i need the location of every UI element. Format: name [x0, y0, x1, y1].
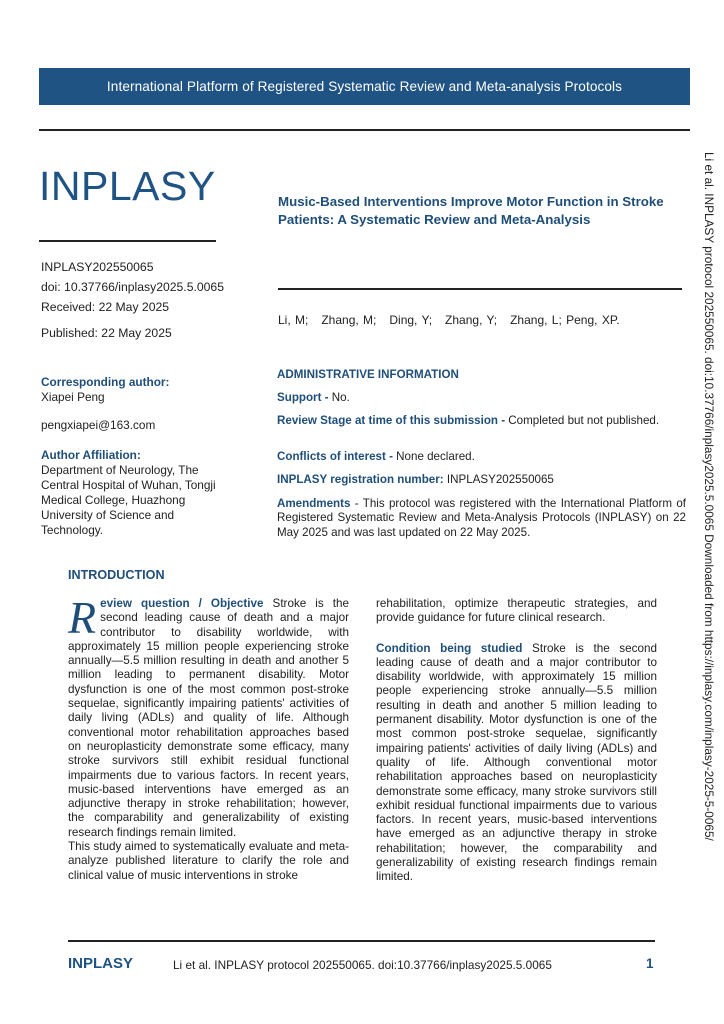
conflicts-value: None declared. [392, 450, 475, 463]
corresponding-email[interactable]: pengxiapei@163.com [41, 418, 156, 432]
affiliation-text: Department of Neurology, The Central Hospital of Wuhan, Tongji Medical College, Huazhong University of Science and Technology. [41, 463, 216, 537]
header-banner: International Platform of Registered Systematic Review and Meta-analysis Protocols [39, 68, 690, 105]
inplasy-logo: INPLASY [39, 163, 216, 209]
footer-logo: INPLASY [68, 955, 134, 972]
affiliation-label: Author Affiliation: [41, 448, 141, 462]
page-number: 1 [646, 956, 654, 971]
registration-label: INPLASY registration number: [277, 473, 444, 486]
admin-heading-text: ADMINISTRATIVE INFORMATION [277, 368, 459, 381]
admin-amendments [277, 497, 686, 540]
corresponding-label: Corresponding author: [41, 375, 170, 389]
review-question-text: Stroke is the second leading cause of death and a major contributor to disability worldwide, with approximately 15 million people experiencing stroke annually—5.5 million resulting in death and another 5 million leading to permanent disability. Motor dysfunction is one of the most common post-stroke sequelae, significantly impairing patients' activities of daily living (ADLs) and quality of life. Although conventional motor rehabilitation approaches based on neuroplasticity demonstrate some efficacy, many stroke survivors still exhibit residual functional impairments due to various factors. In recent years, music-based interventions have emerged as an adjunctive therapy in stroke rehabilitation; however, the comparability and generalizability of existing research findings remain limited. [68, 597, 349, 839]
admin-support [277, 391, 686, 405]
condition-paragraph [376, 642, 657, 885]
protocol-id: INPLASY202550065 [41, 260, 154, 274]
admin-registration [277, 473, 686, 487]
stage-label: Review Stage at time of this submission - [277, 414, 506, 427]
logo-rule [39, 240, 216, 242]
paper-title: Music-Based Interventions Improve Motor Function in Stroke Patients: A Systematic Review and Meta-Analysis [278, 194, 664, 227]
study-aim-text: This study aimed to systematically evaluate and meta-analyze published literature to clarify the role and clinical value of music interventions in stroke [68, 840, 349, 882]
intro-column-left [68, 592, 349, 883]
doi: doi: 10.37766/inplasy2025.5.0065 [41, 280, 224, 294]
download-sidebar-text: Li et al. INPLASY protocol 202550065. doi:10.37766/inplasy2025.5.0065 Downloaded from https://inplasy.com/inplasy-2025-5-0065/ [702, 152, 716, 841]
admin-conflicts [277, 450, 686, 464]
condition-text: Stroke is the second leading cause of death and a major contributor to disability worldwide, with approximately 15 million people experiencing stroke annually—5.5 million resulting in death and another 5 million leading to permanent disability. Motor dysfunction is one of the most common post-stroke sequelae, significantly impairing patients' activities of daily living (ADLs) and quality of life. Although conventional motor rehabilitation approaches based on neuroplasticity demonstrate some efficacy, many stroke survivors still exhibit residual functional impairments due to various factors. In recent years, music-based interventions have emerged as an adjunctive therapy in stroke rehabilitation; however, the comparability and generalizability of existing research findings remain limited. [376, 641, 657, 884]
aim-continuation: rehabilitation, optimize therapeutic strategies, and provide guidance for future clinical research. [376, 597, 657, 625]
support-value: No. [328, 391, 350, 404]
condition-label: Condition being studied [376, 641, 523, 655]
admin-review-stage [277, 414, 686, 428]
author-affiliation [41, 448, 236, 538]
corresponding-author [41, 375, 236, 433]
footer-citation: Li et al. INPLASY protocol 202550065. doi:10.37766/inplasy2025.5.0065 [173, 958, 552, 972]
amendments-label: Amendments [277, 497, 351, 510]
registration-value: INPLASY202550065 [443, 473, 554, 486]
published-date: Published: 22 May 2025 [41, 326, 172, 340]
introduction-heading: INTRODUCTION [68, 568, 165, 582]
conflicts-label: Conflicts of interest - [277, 450, 393, 463]
support-label: Support - [277, 391, 329, 404]
drop-cap: R [68, 592, 97, 643]
footer-rule [68, 940, 655, 942]
intro-column-right [376, 597, 657, 885]
admin-heading [277, 368, 686, 382]
header-rule [39, 129, 690, 131]
corresponding-name: Xiapei Peng [41, 390, 105, 404]
review-question-label: eview question / Objective [100, 597, 264, 610]
amendments-value: - This protocol was registered with the International Platform of Registered Systematic Review and Meta-Analysis Protocols (INPLASY) on 22 May 2025 and was last updated on 22 May 2025. [277, 497, 686, 539]
author-list: Li, M; Zhang, M; Ding, Y; Zhang, Y; Zhang, L; Peng, XP. [278, 313, 620, 327]
received-date: Received: 22 May 2025 [41, 300, 170, 314]
title-rule [278, 288, 682, 290]
stage-value: Completed but not published. [505, 414, 660, 427]
